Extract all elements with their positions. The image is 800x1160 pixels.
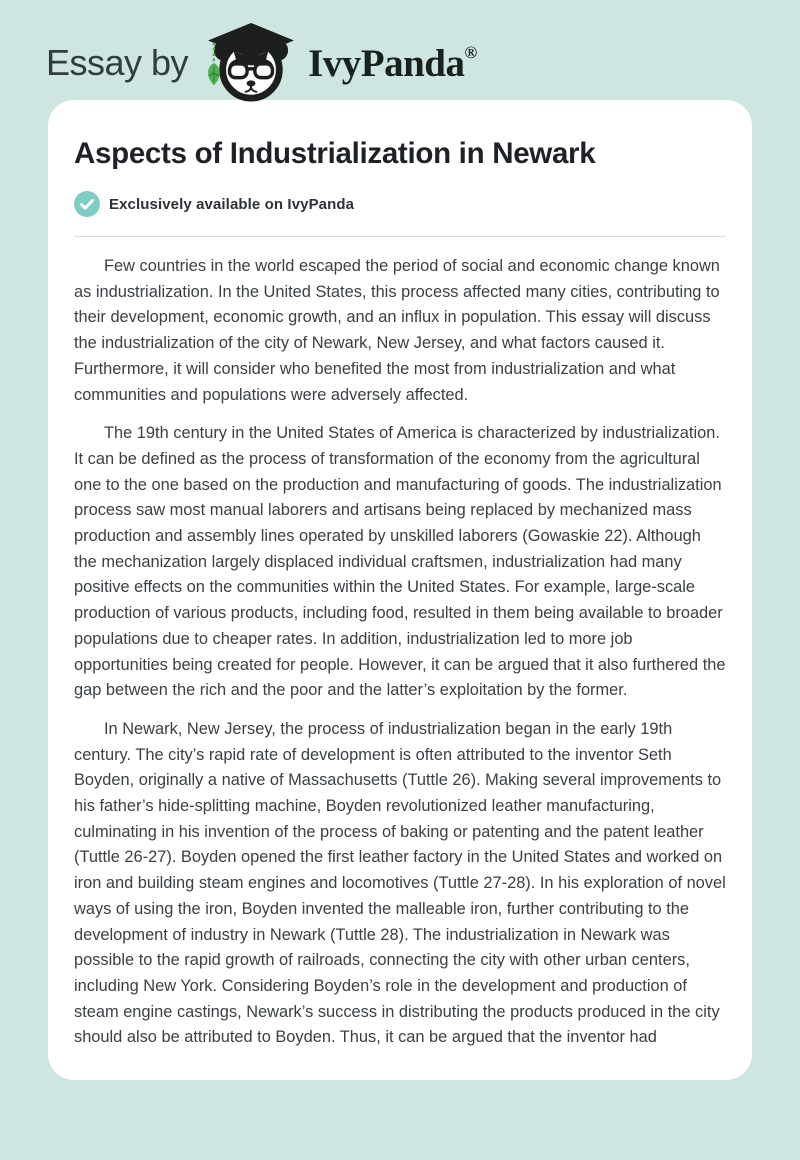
divider <box>74 236 726 237</box>
essay-card <box>48 100 752 1080</box>
essay-paragraph: The 19th century in the United States of America is characterized by industrialization. It can be defined as the process of transformation of the economy from the agricultural one to the one based on the production and manufacturing of goods. The industrialization process saw most manual laborers and artisans being replaced by mechanized mass production and assembly lines operated by unskilled laborers (Gowaskie 22). Although the mechanization largely displaced individual craftsmen, industrialization had many positive effects on the communities within the United States. For example, large-scale production of various products, including food, resulted in them being available to broader populations due to cheaper rates. In addition, industrialization led to more job opportunities being created for people. However, it can be argued that it also furthered the gap between the rich and the poor and the latter’s exploitation by the former. <box>74 424 726 700</box>
checkmark-icon <box>74 191 100 217</box>
essay-paragraph: In Newark, New Jersey, the process of industrialization began in the early 19th century. The city’s rapid rate of development is often attributed to the inventor Seth Boyden, originally a native of Massachusetts (Tuttle 26). Making several improvements to his father’s hide-splitting machine, Boyden revolutionized leather manufacturing, culminating in his invention of the process of baking or patenting and the patent leather (Tuttle 26-27). Boyden opened the first leather factory in the United States and worked on iron and building steam engines and locomotives (Tuttle 27-28). In his exploration of novel ways of using the iron, Boyden invented the malleable iron, further contributing to the development of industry in Newark (Tuttle 28). The industrialization in Newark was possible to the rapid growth of railroads, connecting the city with other urban centers, including New York. Considering Boyden’s role in the development and production of steam engine castings, Newark’s success in distributing the products produced in the city should also be attributed to Boyden. Thus, it can be argued that the inventor had <box>74 719 726 1047</box>
essay-by-label: Essay by <box>46 42 189 83</box>
essay-body <box>74 254 726 1051</box>
ivypanda-logo-icon <box>204 21 298 108</box>
brand-name <box>308 41 477 86</box>
brand-text: IvyPanda <box>308 41 465 85</box>
essay-paragraph: Few countries in the world escaped the period of social and economic change known as industrialization. In the United States, this process affected many cities, contributing to their development, economic growth, and an influx in population. This essay will discuss the industrialization of the city of Newark, New Jersey, and what factors caused it. Furthermore, it will consider who benefited the most from industrialization and what communities and populations were adversely affected. <box>74 257 720 404</box>
page-header <box>0 0 800 96</box>
page-title: Aspects of Industrialization in Newark <box>74 137 596 170</box>
registered-trademark: ® <box>464 42 477 62</box>
badge-label: Exclusively available on IvyPanda <box>109 195 355 213</box>
exclusive-badge <box>74 191 726 217</box>
